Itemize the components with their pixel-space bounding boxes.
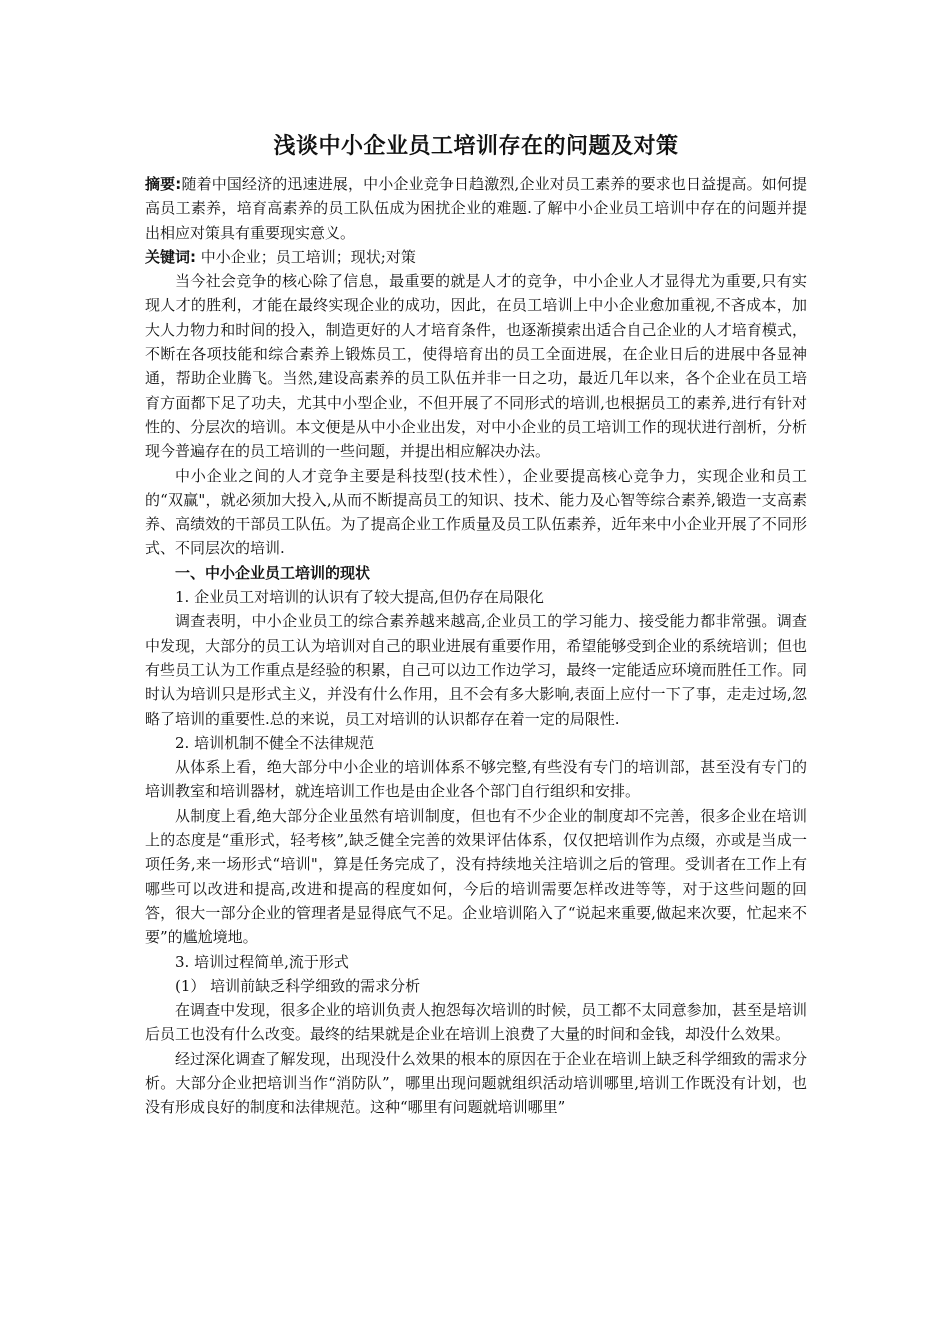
- document-page: [145, 132, 807, 1120]
- paragraph-findings: 在调查中发现，很多企业的培训负责人抱怨每次培训的时候，员工都不太同意参加，甚至是培训后员工也没有什么改变。最终的结果就是企业在培训上浪费了大量的时间和金钱，却没什么效果。: [145, 1001, 807, 1044]
- paragraph-analysis: 经过深化调查了解发现，出现没什么效果的根本的原因在于企业在培训上缺乏科学细致的需求分析。大部分企业把培训当作“消防队”，哪里出现问题就组织活动培训哪里,培训工作既没有计划，也没有形成良好的制度和法律规范。这种“哪里有问题就培训哪里”: [145, 1049, 807, 1117]
- abstract-text: 随着中国经济的迅速进展，中小企业竞争日趋激烈,企业对员工素养的要求也日益提高。如何提高员工素养，培育高素养的员工队伍成为困扰企业的难题.了解中小企业员工培训中存在的问题并提出相应对策具有重要现实意义。: [145, 175, 808, 242]
- subsubsection-heading-1: (1） 培训前缺乏科学细致的需求分析: [175, 976, 421, 995]
- keywords-label: 关键词:: [145, 247, 196, 266]
- abstract: [145, 172, 807, 245]
- abstract-label: 摘要:: [145, 175, 182, 193]
- keywords-text: 中小企业；员工培训；现状;对策: [196, 247, 416, 266]
- paragraph-competition: 中小企业之间的人才竞争主要是科技型(技术性），企业要提高核心竞争力，实现企业和员工的“双赢"，就必须加大投入,从而不断提高员工的知识、技术、能力及心智等综合素养,锻造一支高素养、高绩效的干部员工队伍。为了提高企业工作质量及员工队伍素养，近年来中小企业开展了不同形式、不同层次的培训.: [145, 466, 807, 558]
- paragraph-system: 从体系上看，绝大部分中小企业的培训体系不够完整,有些没有专门的培训部，甚至没有专门的培训教室和培训器材，就连培训工作也是由企业各个部门自行组织和安排。: [145, 758, 807, 801]
- paragraph-intro: 当今社会竞争的核心除了信息，最重要的就是人才的竞争，中小企业人才显得尤为重要,只有实现人才的胜利，才能在最终实现企业的成功，因此，在员工培训上中小企业愈加重视,不吝成本，加大人力物力和时间的投入，制造更好的人才培育条件，也逐渐摸索出适合自己企业的人才培育模式，不断在各项技能和综合素养上锻炼员工，使得培育出的员工全面进展，在企业日后的进展中各显神通，帮助企业腾飞。当然,建设高素养的员工队伍并非一日之功，最近几年以来，各个企业在员工培育方面都下足了功夫，尤其中小型企业，不但开展了不同形式的培训,也根据员工的素养,进行有针对性的、分层次的培训。本文便是从中小企业出发，对中小企业的员工培训工作的现状进行剖析，分析现今普遍存在的员工培训的一些问题，并提出相应解决办法。: [145, 272, 807, 461]
- document-title: 浅谈中小企业员工培训存在的问题及对策: [273, 134, 679, 159]
- subsection-heading-3: 3. 培训过程简单,流于形式: [175, 952, 349, 971]
- subsection-heading-1: 1. 企业员工对培训的认识有了较大提高,但仍存在局限化: [175, 588, 544, 607]
- paragraph-survey: 调查表明，中小企业员工的综合素养越来越高,企业员工的学习能力、接受能力都非常强。调查中发现，大部分的员工认为培训对自己的职业进展有重要作用，希望能够受到企业的系统培训；但也有些员工认为工作重点是经验的积累，自己可以边工作边学习，最终一定能适应环境而胜任工作。同时认为培训只是形式主义，并没有什么作用，且不会有多大影响,表面上应付一下了事，走走过场,忽略了培训的重要性.总的来说，员工对培训的认识都存在着一定的局限性.: [145, 612, 807, 728]
- keywords: [145, 245, 807, 269]
- paragraph-institution: 从制度上看,绝大部分企业虽然有培训制度，但也有不少企业的制度却不完善，很多企业在培训上的态度是“重形式，轻考核”,缺乏健全完善的效果评估体系，仅仅把培训作为点缀，亦或是当成一项任务,来一场形式“培训"，算是任务完成了，没有持续地关注培训之后的管理。受训者在工作上有哪些可以改进和提高,改进和提高的程度如何，今后的培训需要怎样改进等等，对于这些问题的回答，很大一部分企业的管理者是显得底气不足。企业培训陷入了“说起来重要,做起来次要，忙起来不要”的尴尬境地。: [145, 806, 807, 947]
- subsection-heading-2: 2. 培训机制不健全不法律规范: [175, 733, 375, 752]
- section-heading-1: 一、中小企业员工培训的现状: [175, 563, 371, 582]
